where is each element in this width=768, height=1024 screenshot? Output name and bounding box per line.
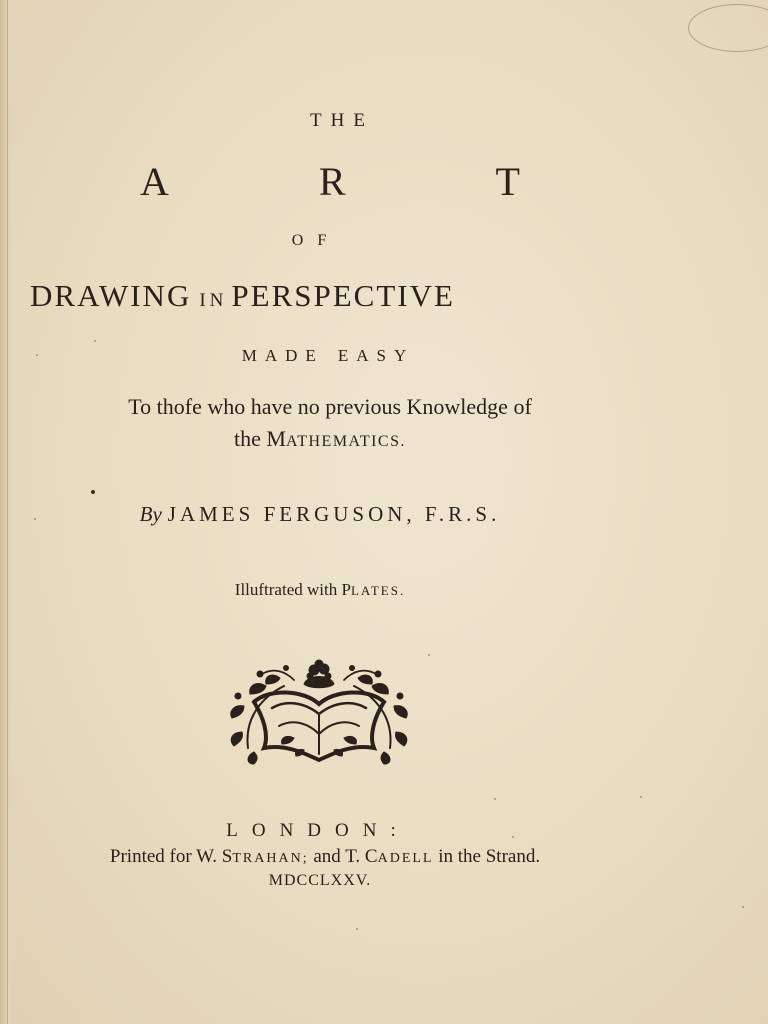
printed-suffix: in the Strand. <box>438 846 541 867</box>
paper-speck <box>494 798 496 800</box>
title-of: OF <box>291 232 341 249</box>
subtitle-made: MADE <box>241 346 324 365</box>
paper-speck <box>36 354 38 356</box>
plates-rest: LATES. <box>350 583 406 598</box>
imprint-date: MDCCLXXV. <box>268 872 372 889</box>
author-name: JAMES FERGUSON, F.R.S. <box>167 502 501 526</box>
math-rest: ATHEMATICS. <box>285 433 406 450</box>
imprint-printed-for <box>0 846 650 868</box>
author-line <box>0 502 640 527</box>
printed-mid: and T. <box>313 846 361 867</box>
paper-speck <box>512 836 514 838</box>
title-art-letter-a: A <box>140 159 169 204</box>
title-art-letter-t: T <box>495 159 520 204</box>
subtitle-those-line: To thofe who have no previous Knowledge of <box>128 394 532 419</box>
printed-prefix: Printed for W. <box>109 846 218 867</box>
subtitle-easy: EASY <box>337 346 415 365</box>
strahan-rest: TRAHAN; <box>232 851 309 866</box>
math-cap: M <box>266 426 286 451</box>
cadell-rest: ADELL <box>377 851 434 866</box>
paper-speck <box>94 340 96 342</box>
paper-speck <box>356 928 358 930</box>
cadell-cap: C <box>364 846 378 867</box>
title-the: THE <box>310 110 374 131</box>
paper-speck <box>428 654 430 656</box>
title-drawing-in-perspective <box>30 278 622 314</box>
imprint-london: LONDON: <box>226 820 410 841</box>
floral-ornament-icon <box>224 656 414 766</box>
plates-cap: P <box>341 580 351 599</box>
paper-speck <box>640 796 642 798</box>
illustrated-line <box>0 580 640 600</box>
library-stamp <box>688 4 768 52</box>
ink-dot <box>91 490 95 494</box>
subtitle-made-easy <box>8 346 648 366</box>
title-perspective: PERSPECTIVE <box>231 278 455 313</box>
strahan-cap: S <box>221 846 233 867</box>
author-by: By <box>139 502 162 526</box>
paper-speck <box>34 518 36 520</box>
math-prefix: the <box>233 426 261 451</box>
title-drawing: DRAWING <box>30 278 192 313</box>
illustrated-text: Illuftrated with <box>234 580 338 599</box>
paper-speck <box>742 906 744 908</box>
title-art <box>140 158 520 205</box>
subtitle-mathematics-line <box>0 426 640 452</box>
title-in: IN <box>199 290 228 311</box>
title-art-letter-r: R <box>318 159 346 204</box>
